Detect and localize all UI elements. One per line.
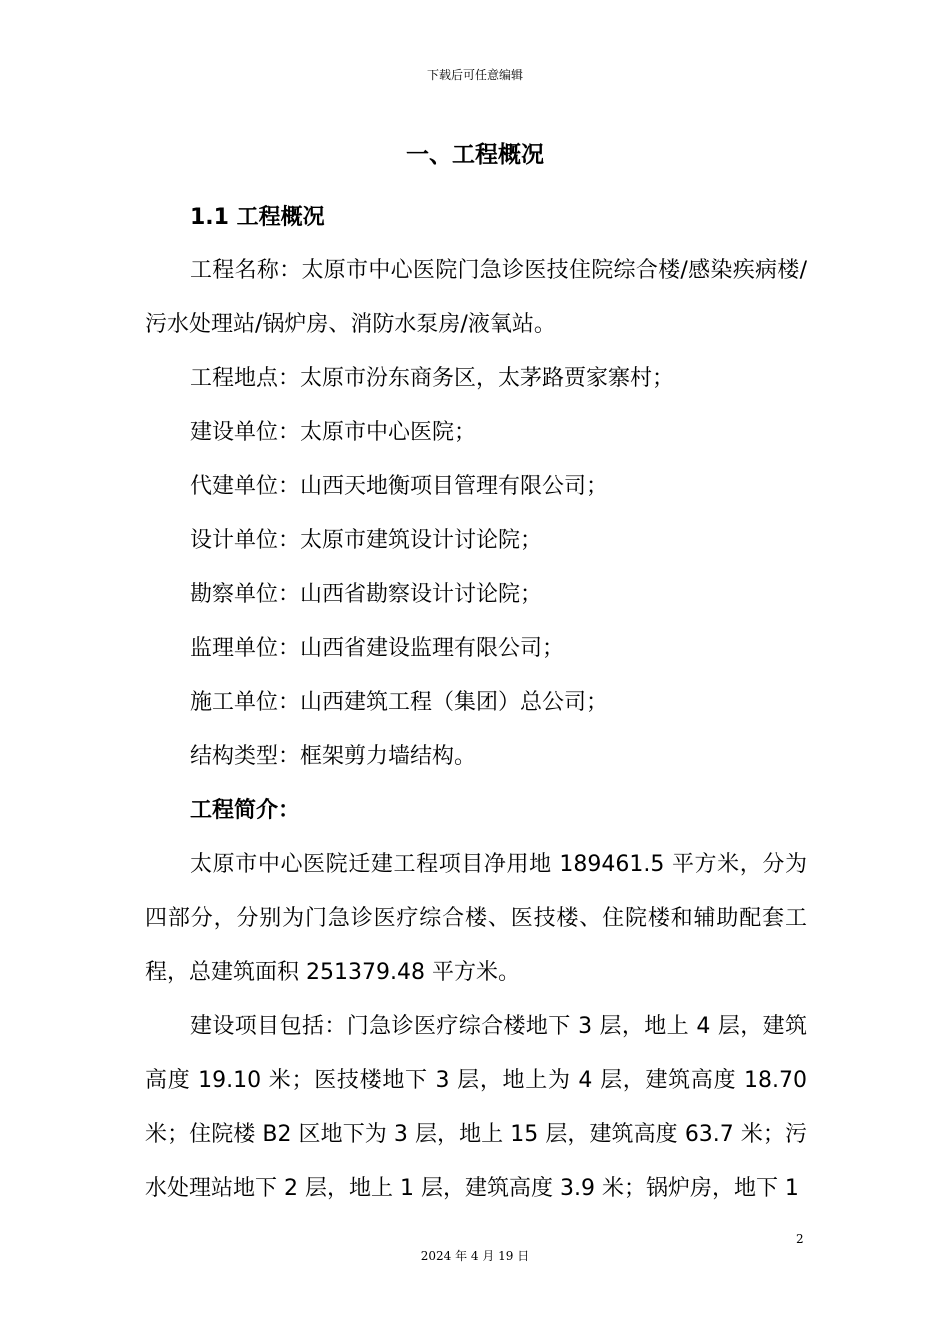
document-body [145, 244, 807, 1216]
structure-type-paragraph: 结构类型：框架剪力墙结构。 [190, 744, 477, 769]
contractor-paragraph: 施工单位：山西建筑工程（集团）总公司； [190, 690, 609, 715]
intro-heading: 工程简介： [190, 798, 301, 823]
surveyor-paragraph: 勘察单位：山西省勘察设计讨论院； [190, 582, 543, 607]
designer-paragraph: 设计单位：太原市建筑设计讨论院； [190, 528, 543, 553]
project-name-paragraph: 工程名称：太原市中心医院门急诊医技住院综合楼/感染疾病楼/污水处理站/锅炉房、消防水泵房/液氧站。 [145, 258, 807, 337]
header-note: 下载后可任意编辑 [426, 68, 523, 82]
project-location-paragraph: 工程地点：太原市汾东商务区，太茅路贾家寨村； [190, 366, 675, 391]
footer-date: 2024 年 4 月 19 日 [420, 1249, 530, 1263]
owner-paragraph: 建设单位：太原市中心医院； [190, 420, 477, 445]
agent-builder-paragraph: 代建单位：山西天地衡项目管理有限公司； [190, 474, 609, 499]
page-number: 2 [796, 1232, 804, 1246]
intro-paragraph-area: 太原市中心医院迁建工程项目净用地 189461.5 平方米，分为四部分，分别为门急诊医疗综合楼、医技楼、住院楼和辅助配套工程，总建筑面积 251379.48 平方米。 [145, 852, 807, 985]
intro-paragraph-buildings: 建设项目包括：门急诊医疗综合楼地下 3 层，地上 4 层，建筑高度 19.10 米；医技楼地下 3 层，地上为 4 层，建筑高度 18.70 米；住院楼 B2 区地下为 3 层，地上 15 层，建筑高度 63.7 米；污水处理站地下 2 层，地上 1 层，建筑高度 3.9 米；锅炉房，地下 1 [145, 1014, 807, 1201]
section-heading: 1.1 工程概况 [190, 205, 325, 230]
supervisor-paragraph: 监理单位：山西省建设监理有限公司； [190, 636, 565, 661]
page-title: 一、工程概况 [406, 142, 544, 168]
